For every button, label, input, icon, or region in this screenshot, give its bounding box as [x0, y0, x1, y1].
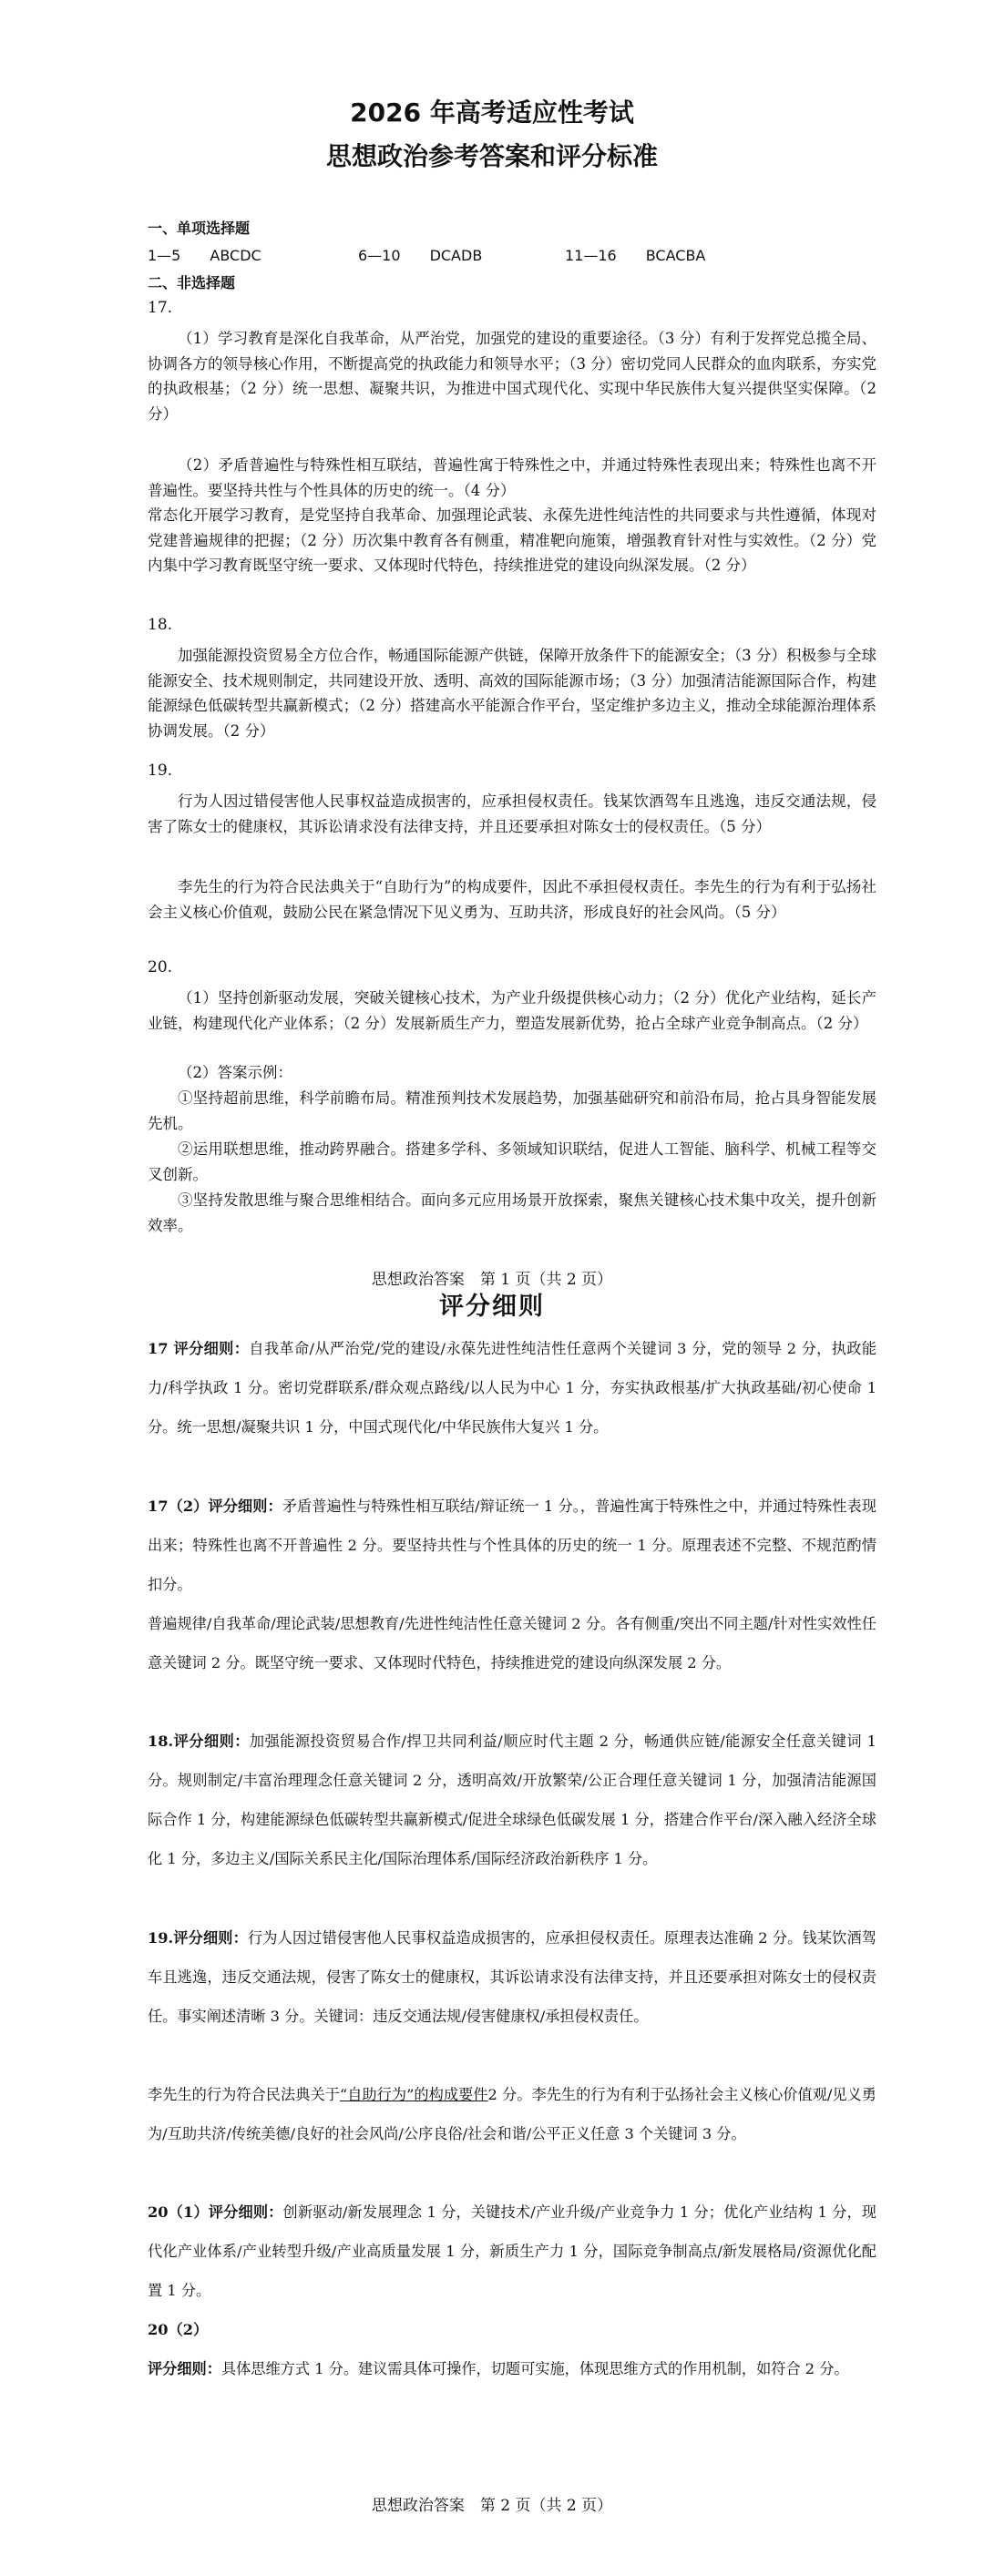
section-heading-non-choice: 二、非选择题 [148, 274, 236, 291]
rubric-text: 具体思维方式 1 分。建议需具体可操作，切题可实施，体现思维方式的作用机制，如符合 2 分。 [220, 2360, 849, 2377]
mc-letters: BCACBA [645, 247, 706, 264]
q20-example-2: ②运用联想思维，推动跨界融合。搭建多学科、多领域知识联结，促进人工智能、脑科学、机械工程等交叉创新。 [148, 1140, 876, 1183]
rubric-label: 17（2）评分细则： [148, 1498, 282, 1515]
mc-range: 1—5 [148, 247, 181, 264]
q20-answer-part1: （1）坚持创新驱动发展，突破关键核心技术，为产业升级提供核心动力；（2 分）优化产业结构，延长产业链，构建现代化产业体系；（2 分）发展新质生产力，塑造发展新优势，抢占全球产业竞争制高点。（2 分） [148, 989, 876, 1032]
q20-example-1: ①坚持超前思维，科学前瞻布局。精准预判技术发展趋势，加强基础研究和前沿布局，抢占具身智能发展先机。 [148, 1089, 876, 1132]
q17-answer-part1: （1）学习教育是深化自我革命，从严治党，加强党的建设的重要途径。（3 分）有利于发挥党总揽全局、协调各方的领导核心作用，不断提高党的执政能力和领导水平；（3 分）密切党同人民群众的血肉联系，夯实党的执政根基；（2 分）统一思想、凝聚共识，为推进中国式现代化、实现中华民族伟大复兴提供坚实保障。（2 分） [148, 330, 876, 423]
mc-range: 11—16 [565, 247, 617, 264]
mc-range: 6—10 [358, 247, 401, 264]
q17-answer-part2: （2）矛盾普遍性与特殊性相互联结，普遍性寓于特殊性之中，并通过特殊性表现出来；特殊性也离不开普遍性。要坚持共性与个性具体的历史的统一。（4 分） [148, 456, 876, 499]
rubric-text: 加强能源投资贸易合作/捍卫共同利益/顺应时代主题 2 分，畅通供应链/能源安全任意关键词 1 分。规则制定/丰富治理理念任意关键词 2 分，透明高效/开放繁荣/公正合理任意关键词 1 分，加强清洁能源国际合作 1 分，构建能源绿色低碳转型共赢新模式/促进全球绿色低碳发展 1 分，搭建合作平台/深入融入经济全球化 1 分，多边主义/国际关系民主化/国际治理体系/国际经济政治新秩序 1 分。 [148, 1733, 876, 1867]
rubric-text: 矛盾普遍性与特殊性相互联结/辩证统一 1 分。，普遍性寓于特殊性之中，并通过特殊性表现出来；特殊性也离不开普遍性 2 分。要坚持共性与个性具体的历史的统一 1 分。原理表述不完整、不规范酌情扣分。 [148, 1498, 876, 1593]
rubric-title: 评分细则 [439, 1293, 545, 1321]
mc-answer-group [148, 244, 261, 265]
question-number-19: 19. [148, 762, 173, 780]
rubric-label: 20（2） [148, 2321, 209, 2338]
answer-key-title: 思想政治参考答案和评分标准 [325, 141, 658, 171]
rubric-text: 普遍规律/自我革命/理论武装/思想教育/先进性纯洁性任意关键词 2 分。各有侧重/突出不同主题/针对性实效性任意关键词 2 分。既坚守统一要求、又体现时代特色，持续推进党的建设向纵深发展 2 分。 [148, 1615, 876, 1671]
question-number-20: 20. [148, 958, 173, 976]
rubric-17-2 [148, 1487, 876, 1604]
q20-answer-part2-head: （2）答案示例： [178, 1064, 292, 1081]
rubric-text: 自我革命/从严治党/党的建设/永葆先进性纯洁性任意两个关键词 3 分，党的领导 2 分，执政能力/科学执政 1 分。密切党群联系/群众观点路线/以人民为中心 1 分，夯实执政根基/扩大执政基础/初心使命 1 分。统一思想/凝聚共识 1 分，中国式现代化/中华民族伟大复兴 1 分。 [148, 1340, 876, 1436]
rubric-text: 2 分。李先生的行为有利于弘扬社会主义核心价值观/见义勇为/互助共济/传统美德/良好的社会风尚/公序良俗/社会和谐/公平正义任意 3 个关键词 3 分。 [148, 2086, 876, 2142]
page-footer-1: 思想政治答案 第 1 页（共 2 页） [371, 1271, 613, 1289]
rubric-20-2 [148, 2349, 876, 2388]
rubric-text: 创新驱动/新发展理念 1 分，关键技术/产业升级/产业竞争力 1 分；优化产业结构 1 分，现代化产业体系/产业转型升级/产业高质量发展 1 分，新质生产力 1 分，国际竞争制高点/新发展格局/资源优化配置 1 分。 [148, 2203, 876, 2299]
rubric-18 [148, 1722, 876, 1878]
page-footer-2: 思想政治答案 第 2 页（共 2 页） [371, 2497, 613, 2515]
exam-title: 2026 年高考适应性考试 [350, 97, 634, 128]
rubric-text: 行为人因过错侵害他人民事权益造成损害的，应承担侵权责任。原理表达准确 2 分。钱某饮酒驾车且逃逸，违反交通法规，侵害了陈女士的健康权，其诉讼请求没有法律支持，并且还要承担对陈女士的侵权责任。事实阐述清晰 3 分。关键词：违反交通法规/侵害健康权/承担侵权责任。 [148, 1929, 876, 2025]
rubric-label: 20（1）评分细则： [148, 2203, 283, 2221]
rubric-label: 评分细则： [148, 2360, 221, 2377]
rubric-label: 18.评分细则： [148, 1733, 250, 1750]
rubric-19-b [148, 2075, 876, 2153]
q19-answer-part2: 李先生的行为符合民法典关于“自助行为”的构成要件，因此不承担侵权责任。李先生的行为有利于弘扬社会主义核心价值观，鼓励公民在紧急情况下见义勇为、互助共济，形成良好的社会风尚。（5 分） [148, 878, 876, 921]
question-number-18: 18. [148, 616, 173, 634]
question-number-17: 17. [148, 299, 173, 317]
underlined-term: “自助行为”的构成要件 [339, 2086, 488, 2103]
section-heading-single-choice: 一、单项选择题 [148, 220, 251, 237]
rubric-17-1 [148, 1329, 876, 1446]
q20-example-3: ③坚持发散思维与聚合思维相结合。面向多元应用场景开放探索，聚焦关键核心技术集中攻关，提升创新效率。 [148, 1191, 876, 1234]
rubric-label: 17 评分细则： [148, 1340, 250, 1357]
q17-answer-part2-analysis: 常态化开展学习教育，是党坚持自我革命、加强理论武装、永葆先进性纯洁性的共同要求与共性遵循，体现对党建普遍规律的把握；（2 分）历次集中教育各有侧重，精准靶向施策，增强教育针对性与实效性。（2 分）党内集中学习教育既坚守统一要求、又体现时代特色，持续推进党的建设向纵深发展。（2 分） [148, 506, 876, 574]
rubric-20-1 [148, 2193, 876, 2310]
rubric-text: 李先生的行为符合民法典关于 [148, 2086, 340, 2103]
q19-answer-part1: 行为人因过错侵害他人民事权益造成损害的，应承担侵权责任。钱某饮酒驾车且逃逸，违反交通法规，侵害了陈女士的健康权，其诉讼请求没有法律支持，并且还要承担对陈女士的侵权责任。（5 分） [148, 792, 876, 835]
q18-answer: 加强能源投资贸易全方位合作，畅通国际能源产供链，保障开放条件下的能源安全；（3 分）积极参与全球能源安全、技术规则制定，共同建设开放、透明、高效的国际能源市场；（3 分）加强清洁能源国际合作，构建能源绿色低碳转型共赢新模式；（2 分）搭建高水平能源合作平台，坚定维护多边主义，推动全球能源治理体系协调发展。（2 分） [148, 647, 876, 740]
mc-letters: DCADB [429, 247, 483, 264]
mc-letters: ABCDC [210, 247, 261, 264]
mc-answer-group [358, 244, 482, 265]
rubric-20-2-head [148, 2310, 876, 2349]
mc-answer-group [565, 244, 705, 265]
rubric-19 [148, 1918, 876, 2036]
rubric-17-3 [148, 1604, 876, 1682]
rubric-label: 19.评分细则： [148, 1929, 248, 1947]
